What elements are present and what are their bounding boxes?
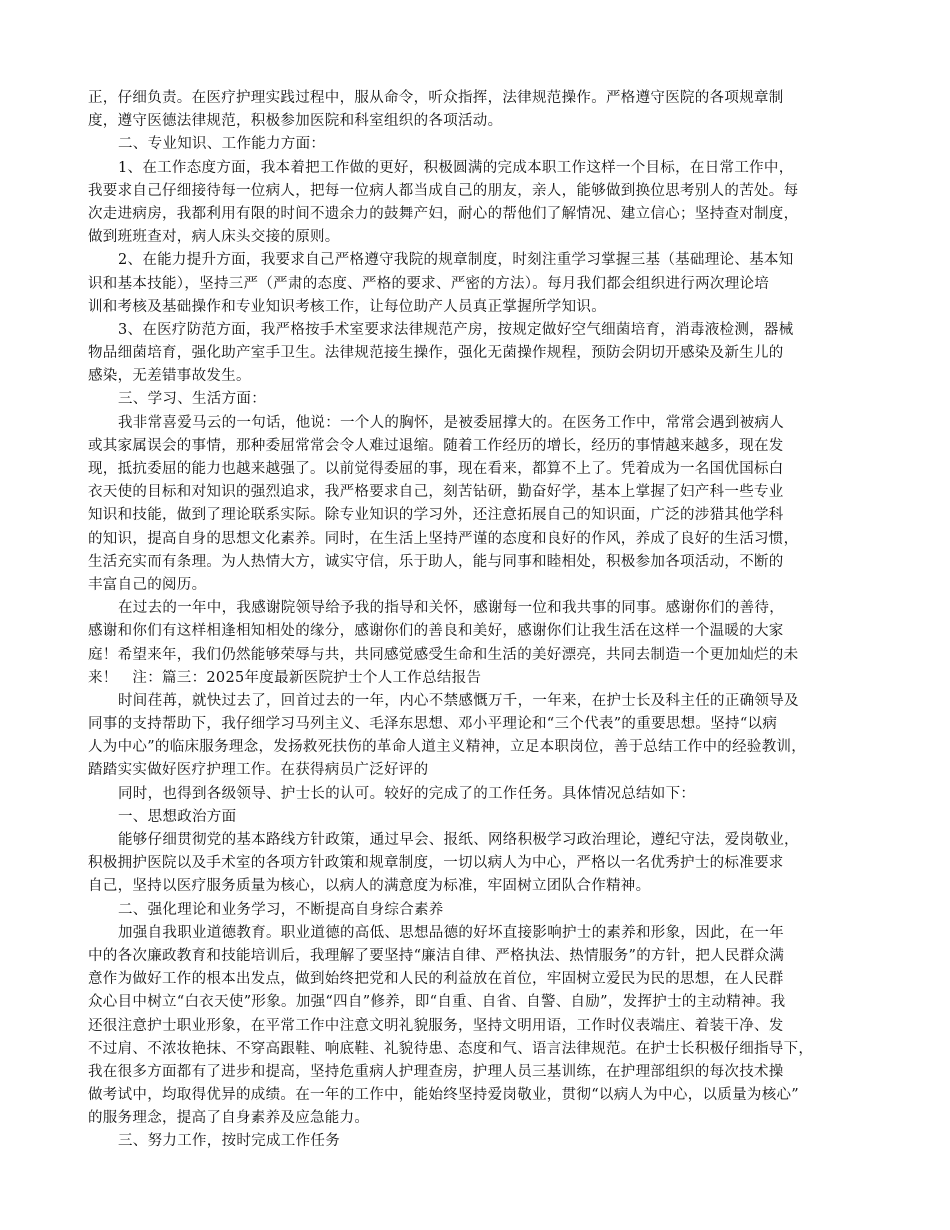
text-line: 意作为做好工作的根本出发点，做到始终把党和人民的利益放在首位，牢固树立爱民为民的思想，在人民群 (88, 971, 784, 988)
text-line: 丰富自己的阅历。 (88, 576, 207, 593)
text-line: 我在很多方面都有了进步和提高，坚持危重病人护理查房，护理人员三基训练，在护理部组织的每次技术操 (88, 1063, 784, 1080)
text-line: 自己，坚持以医疗服务质量为核心，以病人的满意度为标准，牢固树立团队合作精神。 (88, 878, 651, 895)
text-line: 训和考核及基础操作和专业知识考核工作，让每位助产人员真正掌握所学知识。 (88, 298, 606, 315)
text-line: 来！ 注：篇三：2025年度最新医院护士个人工作总结报告 (88, 669, 482, 686)
text-line: 正，仔细负责。在医疗护理实践过程中，服从命令，听众指挥，法律规范操作。严格遵守医院的各项规章制 (88, 90, 784, 106)
text-line: 能够仔细贯彻党的基本路线方针政策，通过早会、报纸、网络积极学习政治理论，遵纪守法，爱岗敬业， (118, 832, 799, 848)
text-line: 2、在能力提升方面，我要求自己严格遵守我院的规章制度，时刻注重学习掌握三基（基础理论、基本知 (118, 252, 794, 269)
document-body (88, 87, 868, 1154)
text-line: 人为中心”的临床服务理念，发扬救死扶伤的革命人道主义精神，立足本职岗位，善于总结工作中的经验教训， (88, 739, 807, 756)
text-line: 次走进病房，我都利用有限的时间不遗余力的鼓舞产妇，耐心的帮他们了解情况、建立信心；坚持查对制度， (88, 205, 799, 222)
text-line: 众心目中树立“白衣天使”形象。加强“四自”修养，即“自重、自省、自警、自励”，发挥护士的主动精神。我 (88, 994, 786, 1011)
text-line: 三、学习、生活方面： (118, 391, 266, 408)
text-line: 或其家属误会的事情，那种委屈常常会令人难过退缩。随着工作经历的增长，经历的事情越来越多，现在发 (88, 437, 784, 454)
text-line: 还很注意护士职业形象，在平常工作中注意文明礼貌服务，坚持文明用语，工作时仪表端庄、着装干净、发 (88, 1017, 784, 1034)
text-line: 物品细菌培育，强化助产室手卫生。法律规范接生操作，强化无菌操作规程，预防会阴切开感染及新生儿的 (88, 345, 784, 362)
text-line: 识和基本技能），坚持三严（严肃的态度、严格的要求、严密的方法）。每月我们都会组织进行两次理论培 (88, 275, 770, 292)
text-line: 做考试中，均取得优异的成绩。在一年的工作中，能始终坚持爱岗敬业，贯彻“以病人为中心，以质量为核心” (88, 1087, 800, 1104)
text-line: 我非常喜爱马云的一句话，他说：一个人的胸怀，是被委屈撑大的。在医务工作中，常常会遇到被病人 (118, 414, 784, 431)
text-line: 1、在工作态度方面，我本着把工作做的更好，积极圆满的完成本职工作这样一个目标，在日常工作中， (118, 159, 794, 176)
text-line: 三、努力工作，按时完成工作任务 (118, 1133, 340, 1150)
text-line: 现，抵抗委屈的能力也越来越强了。以前觉得委屈的事，现在看来，都算不上了。凭着成为一名国优国标白 (88, 461, 784, 477)
text-line: 感染，无差错事故发生。 (88, 368, 251, 385)
text-line: 同事的支持帮助下，我仔细学习马列主义、毛泽东思想、邓小平理论和“三个代表”的重要思想。坚持“以病 (88, 716, 778, 733)
text-line: 生活充实而有条理。为人热情大方，诚实守信，乐于助人，能与同事和睦相处，积极参加各项活动，不断的 (88, 553, 784, 570)
text-line: 做到班班查对，病人床头交接的原则。 (88, 229, 340, 246)
text-line: 衣天使的目标和对知识的强烈追求，我严格要求自己，刻苦钻研，勤奋好学，基本上掌握了妇产科一些专业 (88, 484, 784, 501)
text-line: 我要求自己仔细接待每一位病人，把每一位病人都当成自己的朋友，亲人，能够做到换位思考别人的苦处。每 (88, 182, 799, 199)
text-line: 不过肩、不浓妆艳抹、不穿高跟鞋、响底鞋、礼貌待患、态度和气、语言法律规范。在护士长积极仔细指导下， (88, 1040, 814, 1057)
text-line: 时间荏苒，就快过去了，回首过去的一年，内心不禁感慨万千，一年来，在护士长及科主任的正确领导及 (118, 692, 799, 709)
text-line: 感谢和你们有这样相逢相知相处的缘分，感谢你们的善良和美好，感谢你们让我生活在这样一个温暖的大家 (88, 623, 784, 640)
text-line: 3、在医疗防范方面，我严格按手术室要求法律规范产房，按规定做好空气细菌培育，消毒液检测，器械 (118, 321, 794, 338)
text-line: 在过去的一年中，我感谢院领导给予我的指导和关怀，感谢每一位和我共事的同事。感谢你们的善待， (118, 600, 784, 617)
text-line: 的知识，提高自身的思想文化素养。同时，在生活上坚持严谨的态度和良好的作风，养成了良好的生活习惯， (88, 530, 799, 547)
text-line: 积极拥护医院以及手术室的各项方针政策和规章制度，一切以病人为中心，严格以一名优秀护士的标准要求 (88, 855, 784, 872)
text-line: 的服务理念，提高了自身素养及应急能力。 (88, 1110, 370, 1127)
text-line: 二、强化理论和业务学习，不断提高自身综合素养 (118, 901, 444, 918)
text-line: 二、专业知识、工作能力方面： (118, 136, 326, 153)
text-line: 同时，也得到各级领导、护士长的认可。较好的完成了的工作任务。具体情况总结如下： (118, 785, 696, 802)
text-line: 度，遵守医德法律规范，积极参加医院和科室组织的各项活动。 (88, 113, 503, 130)
text-line: 踏踏实实做好医疗护理工作。在获得病员广泛好评的 (88, 762, 429, 779)
text-line: 加强自我职业道德教育。职业道德的高低、思想品德的好坏直接影响护士的素养和形象，因此，在一年 (118, 924, 784, 941)
text-line: 知识和技能，做到了理论联系实际。除专业知识的学习外，还注意拓展自己的知识面，广泛的涉猎其他学科 (88, 507, 784, 524)
text-line: 一、思想政治方面 (118, 808, 237, 825)
text-line: 中的各次廉政教育和技能培训后，我理解了要坚持“廉洁自律、严格执法、热情服务”的方针，把人民群众满 (88, 947, 785, 964)
text-line: 庭！希望来年，我们仍然能够荣辱与共，共同感觉感受生命和生活的美好漂亮，共同去制造一个更加灿烂的未 (88, 646, 799, 663)
